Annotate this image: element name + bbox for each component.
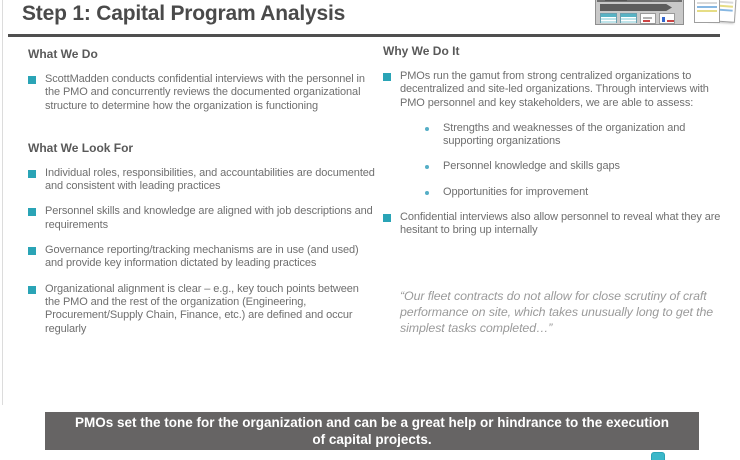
section-heading-what-we-look-for: What We Look For xyxy=(28,140,134,155)
bullet-text: Personnel skills and knowledge are aligned with job descriptions and requirements xyxy=(45,205,373,231)
bullet-item xyxy=(28,283,376,336)
square-bullet-icon xyxy=(383,73,391,81)
bullet-item xyxy=(28,205,376,232)
report-pages-thumbnail-icon xyxy=(694,0,740,25)
thumbnail-mini-table xyxy=(620,13,637,23)
bullet-item xyxy=(28,73,376,113)
title-divider xyxy=(8,34,720,37)
sub-bullet-text: Strengths and weaknesses of the organization and supporting organizations xyxy=(443,121,686,148)
bullet-item xyxy=(383,211,721,238)
right-column xyxy=(383,44,721,336)
takeaway-banner-text: PMOs set the tone for the organization and can be a great help or hindrance to the execution of capital projects. xyxy=(74,415,670,447)
thumbnail-mini-table xyxy=(600,13,617,23)
customer-quote: “Our fleet contracts do not allow for close scrutiny of craft performance on site, which takes unusually long to get the simplest tasks completed…” xyxy=(400,288,714,335)
thumbnail-box xyxy=(652,0,678,1)
sub-bullet-item xyxy=(425,122,721,149)
square-bullet-icon xyxy=(28,286,36,294)
slide-edge-line xyxy=(2,0,3,405)
dot-bullet-icon xyxy=(425,165,429,169)
left-column xyxy=(28,47,376,348)
square-bullet-icon xyxy=(28,208,36,216)
thumbnail-mini-card xyxy=(659,13,675,24)
page-title: Step 1: Capital Program Analysis xyxy=(22,2,346,25)
bullet-item xyxy=(28,167,376,194)
square-bullet-icon xyxy=(28,170,36,178)
thumbnail-page xyxy=(694,0,720,23)
thumbnail-arrow-banner xyxy=(600,4,672,11)
bullet-text: Governance reporting/tracking mechanisms are in use (and used) and provide key information dictated by leading practices xyxy=(45,244,359,270)
square-bullet-icon xyxy=(28,76,36,84)
section-heading-what-we-do: What We Do xyxy=(28,47,98,61)
bullet-item xyxy=(383,70,721,110)
square-bullet-icon xyxy=(383,214,391,222)
square-bullet-icon xyxy=(28,247,36,255)
thumbnail-mini-card xyxy=(640,13,656,24)
section-heading-why-we-do-it: Why We Do It xyxy=(383,44,460,58)
dot-bullet-icon xyxy=(425,191,429,195)
process-slide-thumbnail-icon xyxy=(595,0,684,25)
bullet-item xyxy=(28,244,376,271)
sub-bullet-item xyxy=(425,160,721,173)
bullet-text: Individual roles, responsibilities, and accountabilities are documented and consistent with leading practices xyxy=(45,166,375,193)
thumbnail-box xyxy=(605,0,627,1)
bullet-text: Organizational alignment is clear – e.g., key touch points between the PMO and the rest of the organization (Engineering, Procurement/Supply Chain, Finance, etc.) are defined and occur regularly xyxy=(45,282,359,335)
bullet-text: PMOs run the gamut from strong centralized organizations to decentralized and site-led organizations. Through interviews with PMO personnel and key stakeholders, we are able to assess: xyxy=(400,70,709,109)
dot-bullet-icon xyxy=(425,127,429,131)
takeaway-banner xyxy=(45,412,699,450)
sub-bullet-text: Opportunities for improvement xyxy=(443,185,589,198)
bullet-text: Confidential interviews also allow personnel to reveal what they are hesitant to bring up internally xyxy=(400,211,721,237)
bullet-text: ScottMadden conducts confidential interviews with the personnel in the PMO and concurrently reviews the documented organizational structure to determine how the organization is functioning xyxy=(45,73,365,112)
teal-logo-mark-icon xyxy=(651,452,665,460)
sub-bullet-item xyxy=(425,186,721,199)
thumbnail-header-bar xyxy=(597,0,682,2)
sub-bullet-text: Personnel knowledge and skills gaps xyxy=(443,160,620,173)
thumbnail-body xyxy=(600,13,680,24)
